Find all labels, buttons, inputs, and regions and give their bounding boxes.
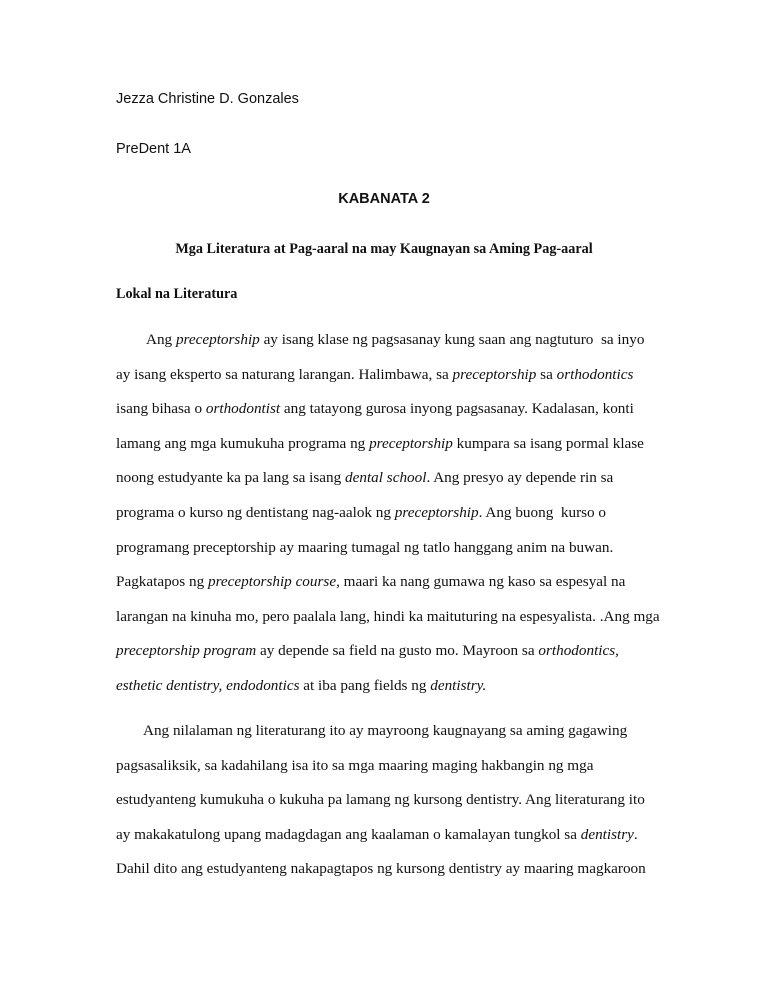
text-run: . [633, 825, 638, 843]
text-run: Ang [146, 331, 176, 348]
paragraph-2-line [116, 790, 645, 810]
paragraph-2-line [116, 756, 593, 776]
italic-text: dental school [345, 469, 427, 487]
paragraph-2-line [116, 825, 638, 845]
paragraph-1-line [116, 468, 613, 488]
paragraph-1-line [116, 538, 613, 558]
paragraph-1-line [116, 434, 644, 454]
text-run: noong estudyante ka pa lang sa isang [116, 469, 346, 487]
text-run: Pagkatapos ng [116, 573, 208, 591]
paragraph-1-line [116, 365, 633, 385]
text-run: ay makakatulong upang madagdagan ang kaalaman o kamalayan tungkol sa [116, 825, 581, 843]
paragraph-1-line [116, 676, 486, 696]
italic-text: orthodontist [205, 400, 281, 418]
text-run: pagsasaliksik, sa kadahilang isa ito sa mga maaring maging hakbangin ng mga [116, 756, 594, 774]
text-run: ay isang eksperto sa naturang larangan. Halimbawa, sa [116, 365, 453, 383]
paragraph-1-line [146, 330, 644, 350]
section-label: PreDent 1A [116, 141, 191, 157]
italic-text: preceptorship program [116, 642, 257, 660]
text-run: isang bihasa o [116, 400, 206, 418]
text-run: sa [536, 365, 557, 383]
italic-text: esthetic dentistry, endodontics [116, 677, 300, 694]
paragraph-1-line [116, 503, 606, 523]
italic-text: preceptorship [369, 434, 453, 452]
paragraph-2-line [116, 859, 646, 879]
author-name: Jezza Christine D. Gonzales [116, 91, 299, 107]
italic-text: dentistry [580, 825, 634, 843]
text-run: ay isang klase ng pagsasanay kung saan ang nagtuturo sa inyo [259, 331, 645, 348]
subheading: Lokal na Literatura [116, 286, 238, 302]
text-run: programang preceptorship ay maaring tumagal ng tatlo hanggang anim na buwan. [116, 538, 614, 556]
text-run: ang tatayong gurosa inyong pagsasanay. Kadalasan, konti [280, 400, 634, 418]
document-title [0, 241, 768, 258]
text-run: larangan na kinuha mo, pero paalala lang, hindi ka maituturing na espesyalista. .Ang mga [116, 607, 660, 625]
text-run: Ang nilalaman ng literaturang ito ay mayroong kaugnayang sa aming gagawing [143, 722, 628, 739]
text-run: ay depende sa field na gusto mo. Mayroon sa [256, 642, 539, 660]
text-run: lamang ang mga kumukuha programa ng [116, 434, 370, 452]
text-run: Dahil dito ang estudyanteng nakapagtapos ng kursong dentistry ay maaring magkaroon [116, 860, 646, 878]
paragraph-1-line [116, 572, 625, 592]
text-run: estudyanteng kumukuha o kukuha pa lamang ng kursong dentistry. Ang literaturang ito [116, 791, 645, 809]
document-title-text: Mga Literatura at Pag-aaral na may Kaugnayan sa Aming Pag-aaral [175, 241, 593, 257]
paragraph-1-line [116, 399, 634, 419]
italic-text: orthodontics, [538, 642, 619, 660]
text-run: , maari ka nang gumawa ng kaso sa espesyal na [336, 573, 626, 591]
italic-text: dentistry. [430, 677, 487, 694]
italic-text: preceptorship course [207, 573, 337, 591]
text-run: programa o kurso ng dentistang nag-aalok ng [116, 504, 395, 521]
text-run: . Ang buong kurso o [478, 504, 607, 521]
italic-text: preceptorship [452, 365, 537, 383]
italic-text: preceptorship [394, 504, 479, 521]
paragraph-2-line [143, 721, 627, 741]
chapter-heading-text: KABANATA 2 [338, 191, 430, 207]
paragraph-1-line [116, 641, 619, 661]
text-run: . Ang presyo ay depende rin sa [426, 469, 614, 487]
italic-text: preceptorship [175, 331, 260, 348]
italic-text: orthodontics [556, 365, 634, 383]
chapter-heading [0, 191, 768, 207]
text-run: kumpara sa isang pormal klase [452, 434, 644, 452]
text-run: at iba pang fields ng [299, 677, 431, 694]
paragraph-1-line [116, 607, 660, 627]
